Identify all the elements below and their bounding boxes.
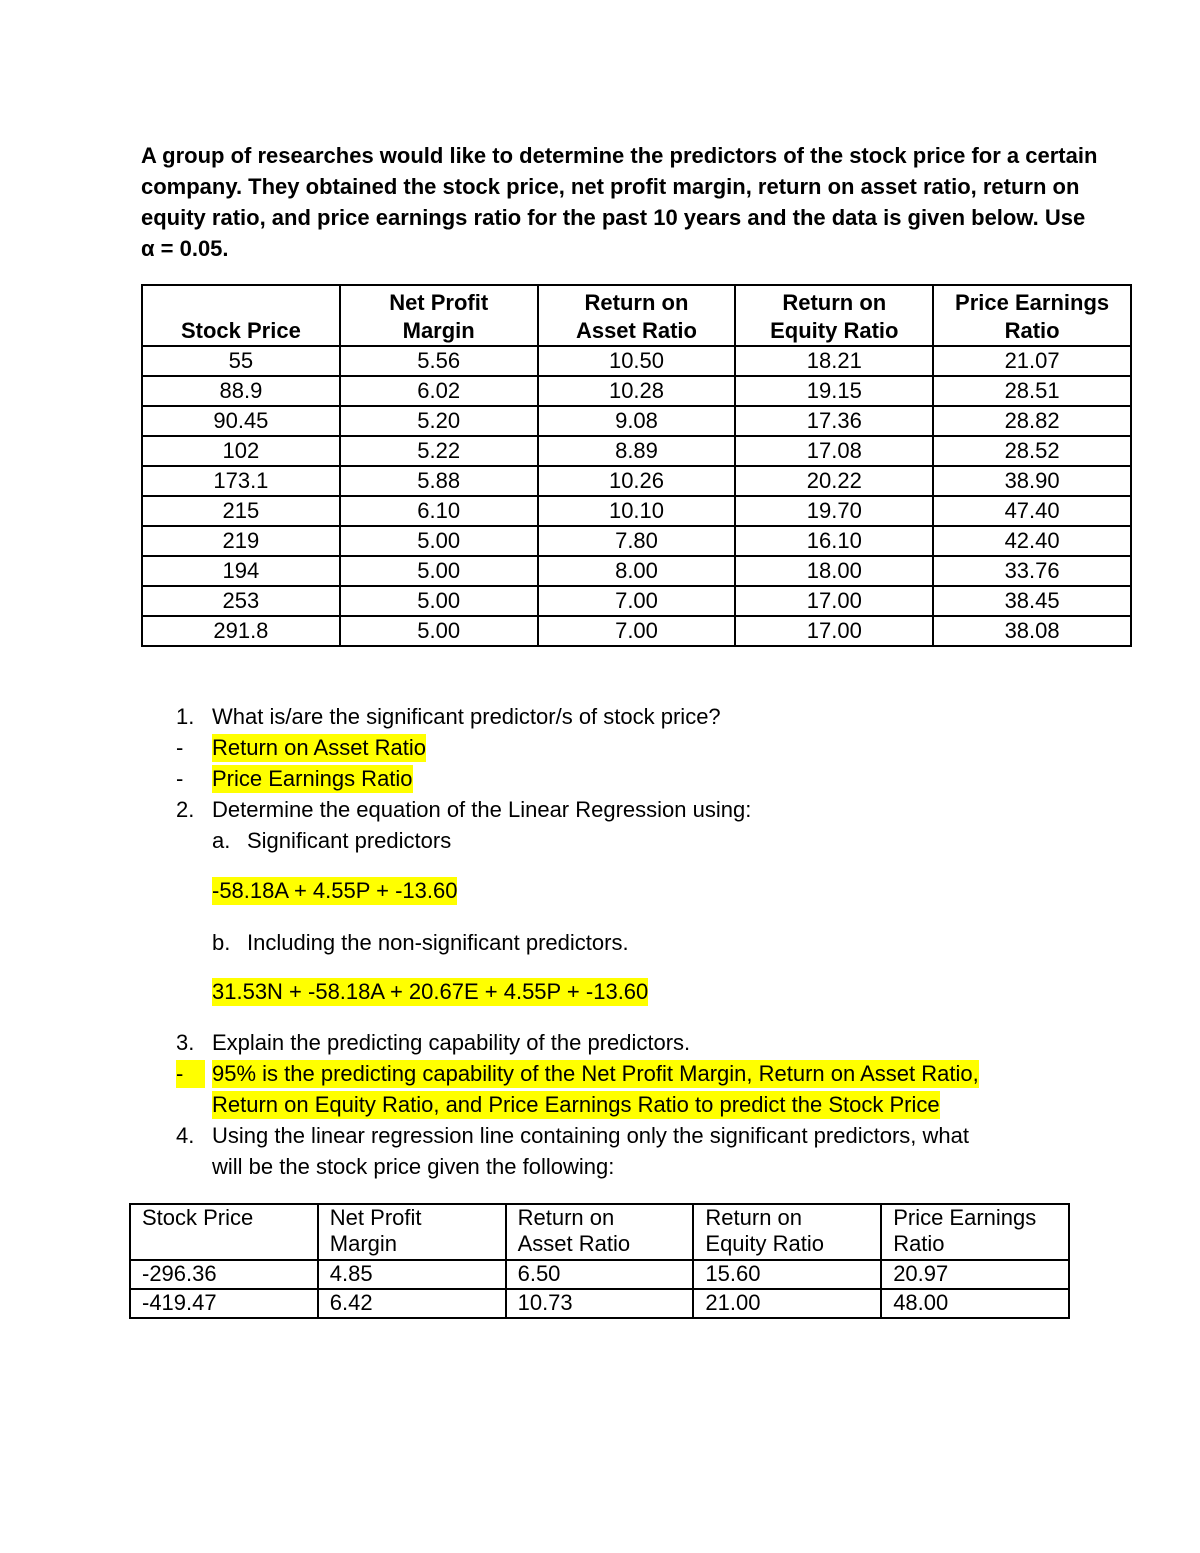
- table-row: [142, 436, 1131, 466]
- table-cell: 55: [142, 346, 340, 376]
- header-line: Return on: [705, 1205, 803, 1230]
- table-header-row: [142, 285, 1131, 346]
- table-cell: 5.00: [340, 616, 538, 646]
- q1-number: 1.: [176, 704, 195, 729]
- table-cell: 33.76: [933, 556, 1131, 586]
- table-cell: 17.00: [735, 586, 933, 616]
- q2a-letter: a.: [212, 828, 231, 853]
- table-row: [142, 346, 1131, 376]
- table-cell: 8.89: [538, 436, 736, 466]
- prediction-cell: 21.00: [693, 1289, 881, 1318]
- table-cell: 9.08: [538, 406, 736, 436]
- table-cell: 5.20: [340, 406, 538, 436]
- prediction-row: [130, 1289, 1069, 1318]
- table-cell: 90.45: [142, 406, 340, 436]
- answer-2a-equation: -58.18A + 4.55P + -13.60: [212, 878, 458, 903]
- table-row: [142, 496, 1131, 526]
- prediction-cell: -419.47: [130, 1289, 318, 1318]
- table-row: [142, 556, 1131, 586]
- table-cell: 173.1: [142, 466, 340, 496]
- table-row: [142, 586, 1131, 616]
- table-row: [142, 376, 1131, 406]
- table-cell: 5.22: [340, 436, 538, 466]
- q4-number: 4.: [176, 1123, 195, 1148]
- prediction-header-cell: [881, 1204, 1069, 1260]
- table-cell: 19.15: [735, 376, 933, 406]
- table-cell: 38.90: [933, 466, 1131, 496]
- table-cell: 18.00: [735, 556, 933, 586]
- prediction-cell: 15.60: [693, 1260, 881, 1289]
- table-cell: 17.00: [735, 616, 933, 646]
- header-return-on-asset: Return on Asset Ratio: [538, 285, 736, 346]
- table-cell: 28.52: [933, 436, 1131, 466]
- table-cell: 16.10: [735, 526, 933, 556]
- answer-dash: -: [176, 1060, 205, 1088]
- table-cell: 5.00: [340, 556, 538, 586]
- prediction-header-cell: [693, 1204, 881, 1260]
- table-row: [142, 466, 1131, 496]
- table-row: [142, 616, 1131, 646]
- table-cell: 10.26: [538, 466, 736, 496]
- header-price-earnings: Price Earnings Ratio: [933, 285, 1131, 346]
- table-cell: 291.8: [142, 616, 340, 646]
- table-cell: 6.10: [340, 496, 538, 526]
- prediction-table: [129, 1203, 1070, 1319]
- q2-number: 2.: [176, 797, 195, 822]
- table-cell: 7.00: [538, 616, 736, 646]
- answer-3-line-2: Return on Equity Ratio, and Price Earnings Ratio to predict the Stock Price: [212, 1092, 940, 1117]
- table-cell: 5.56: [340, 346, 538, 376]
- question-1: What is/are the significant predictor/s of stock price?: [212, 704, 721, 729]
- header-net-profit-margin: Net Profit Margin: [340, 285, 538, 346]
- header-line: Asset Ratio: [517, 1231, 631, 1256]
- answer-1-item-1: Return on Asset Ratio: [212, 735, 427, 760]
- prediction-cell: 10.73: [506, 1289, 694, 1318]
- table-cell: 21.07: [933, 346, 1131, 376]
- q2b-letter: b.: [212, 930, 231, 955]
- header-return-on-equity: Return on Equity Ratio: [735, 285, 933, 346]
- question-2a: Significant predictors: [247, 828, 452, 853]
- table-cell: 19.70: [735, 496, 933, 526]
- header-stock-price: Stock Price: [142, 285, 340, 346]
- table-cell: 7.00: [538, 586, 736, 616]
- table-cell: 102: [142, 436, 340, 466]
- table-cell: 38.08: [933, 616, 1131, 646]
- table-cell: 47.40: [933, 496, 1131, 526]
- prediction-cell: 48.00: [881, 1289, 1069, 1318]
- table-cell: 17.08: [735, 436, 933, 466]
- q3-number: 3.: [176, 1030, 195, 1055]
- answer-2b-equation: 31.53N + -58.18A + 20.67E + 4.55P + -13.60: [212, 979, 649, 1004]
- table-cell: 10.50: [538, 346, 736, 376]
- answer-dash: -: [176, 766, 184, 791]
- table-cell: 7.80: [538, 526, 736, 556]
- prediction-cell: -296.36: [130, 1260, 318, 1289]
- table-cell: 88.9: [142, 376, 340, 406]
- prediction-cell: 4.85: [318, 1260, 506, 1289]
- table-row: [142, 406, 1131, 436]
- answer-1-item-2: Price Earnings Ratio: [212, 766, 413, 791]
- table-cell: 10.28: [538, 376, 736, 406]
- prediction-header-row: [130, 1204, 1069, 1260]
- table-cell: 5.88: [340, 466, 538, 496]
- prediction-row: [130, 1260, 1069, 1289]
- prediction-header-cell: [506, 1204, 694, 1260]
- prediction-cell: 6.50: [506, 1260, 694, 1289]
- table-cell: 17.36: [735, 406, 933, 436]
- table-cell: 38.45: [933, 586, 1131, 616]
- table-cell: 10.10: [538, 496, 736, 526]
- table-cell: 8.00: [538, 556, 736, 586]
- question-2: Determine the equation of the Linear Regression using:: [212, 797, 752, 822]
- prediction-header-cell: [130, 1204, 318, 1260]
- table-cell: 194: [142, 556, 340, 586]
- header-line: Price Earnings: [893, 1205, 1037, 1230]
- prediction-cell: 6.42: [318, 1289, 506, 1318]
- stock-data-table: [141, 284, 1132, 647]
- question-4-line-2: will be the stock price given the following:: [212, 1154, 615, 1179]
- answer-3-line-1: 95% is the predicting capability of the Net Profit Margin, Return on Asset Ratio,: [212, 1061, 979, 1086]
- header-line: Margin: [329, 1231, 398, 1256]
- header-line: Net Profit: [329, 1205, 422, 1230]
- table-row: [142, 526, 1131, 556]
- header-line: Equity Ratio: [705, 1231, 825, 1256]
- table-cell: 28.82: [933, 406, 1131, 436]
- answer-dash: -: [176, 735, 184, 760]
- table-cell: 5.00: [340, 586, 538, 616]
- table-cell: 18.21: [735, 346, 933, 376]
- table-cell: 28.51: [933, 376, 1131, 406]
- table-cell: 219: [142, 526, 340, 556]
- question-3: Explain the predicting capability of the predictors.: [212, 1030, 691, 1055]
- question-2b: Including the non-significant predictors.: [247, 930, 629, 955]
- header-line: Return on: [517, 1205, 615, 1230]
- header-line: Stock Price: [142, 1205, 254, 1230]
- question-4-line-1: Using the linear regression line containing only the significant predictors, what: [212, 1123, 969, 1148]
- prediction-header-cell: [318, 1204, 506, 1260]
- table-cell: 20.22: [735, 466, 933, 496]
- table-cell: 5.00: [340, 526, 538, 556]
- intro-paragraph: A group of researches would like to determine the predictors of the stock price for a certain company. They obtained the stock price, net profit margin, return on asset ratio, return on equity ratio, and price earnings ratio for the past 10 years and the data is given below. Use α = 0.05.: [141, 143, 1098, 261]
- table-cell: 42.40: [933, 526, 1131, 556]
- table-cell: 215: [142, 496, 340, 526]
- table-cell: 253: [142, 586, 340, 616]
- header-line: Ratio: [893, 1231, 945, 1256]
- table-cell: 6.02: [340, 376, 538, 406]
- prediction-cell: 20.97: [881, 1260, 1069, 1289]
